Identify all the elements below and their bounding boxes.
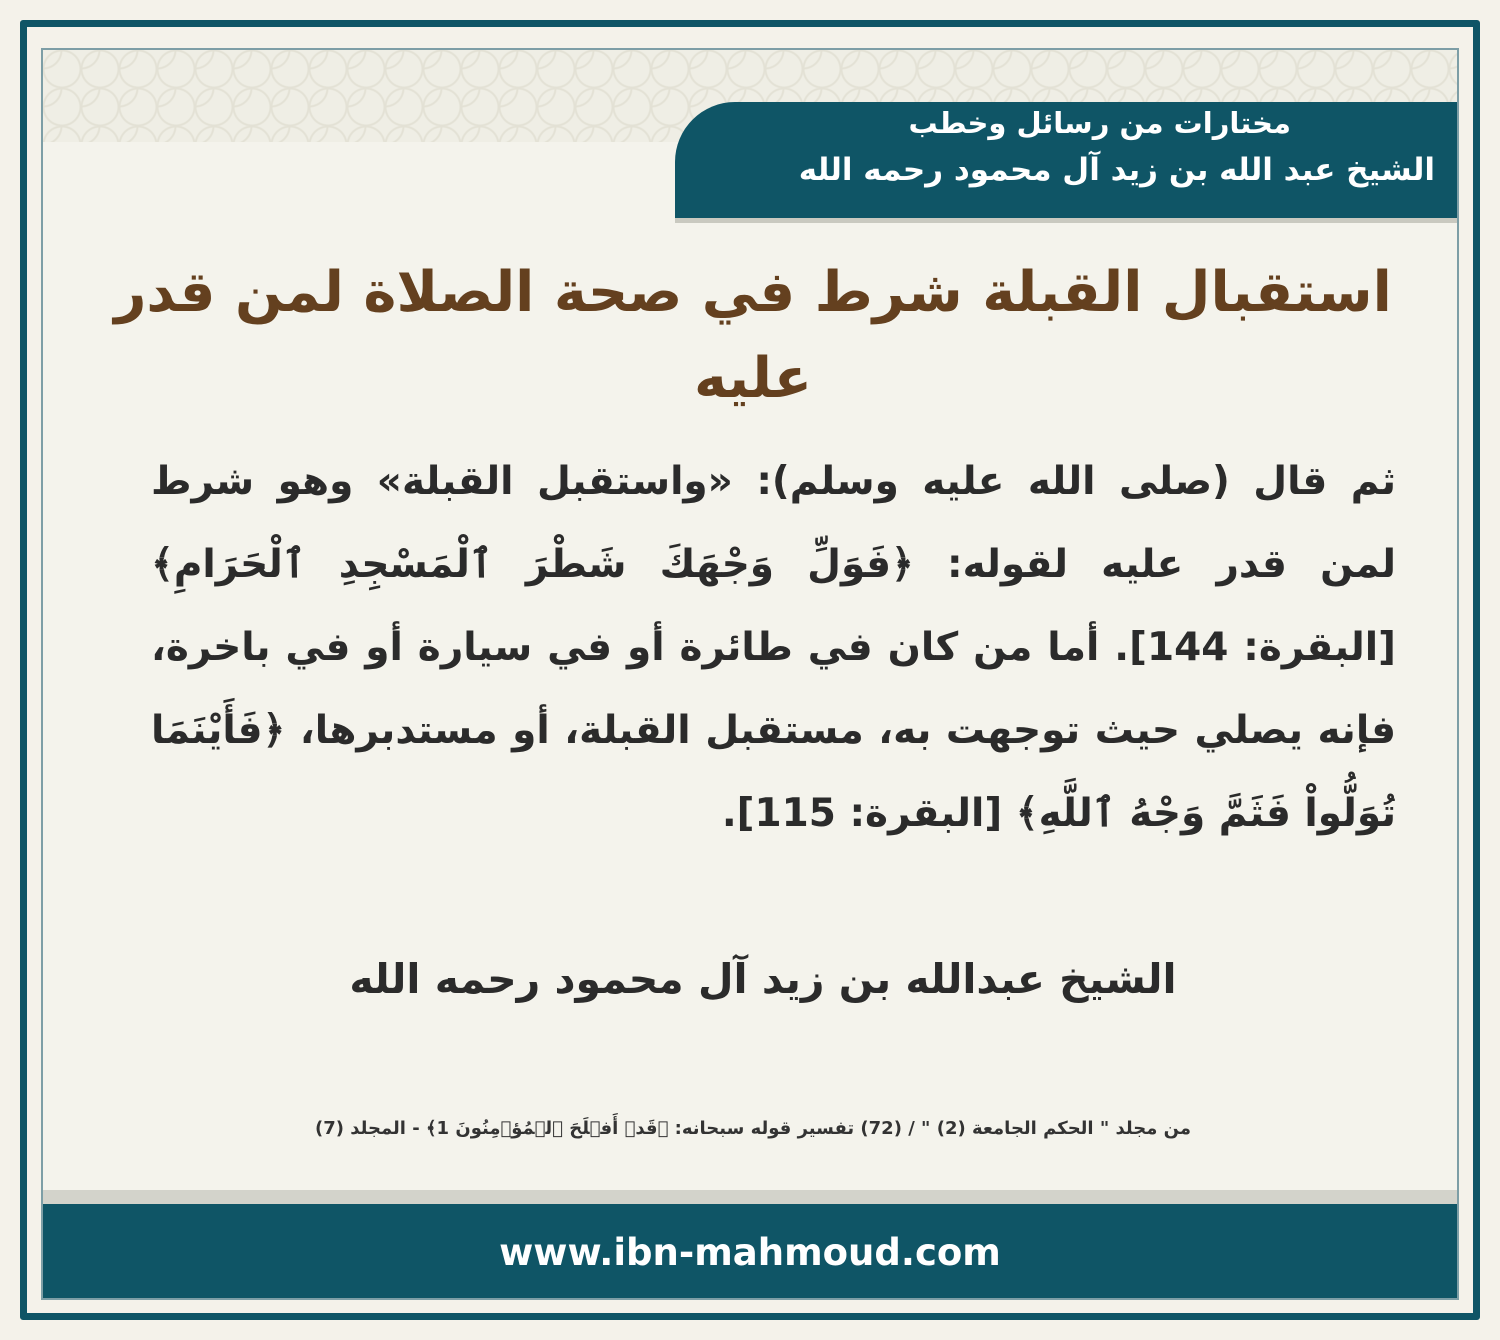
header-author: الشيخ عبد الله بن زيد آل محمود رحمه الله: [798, 152, 1435, 188]
page-title: استقبال القبلة شرط في صحة الصلاة لمن قدر عليه: [114, 260, 1392, 411]
header-band: [675, 102, 1457, 218]
footer-divider: [43, 1190, 1457, 1204]
website-link[interactable]: www.ibn-mahmoud.com: [499, 1231, 1001, 1274]
body-text: ثم قال (صلى الله عليه وسلم): «واستقبل القبلة» وهو شرط لمن قدر عليه لقوله: ﴿فَوَلِّ وَجْهَكَ شَطْرَ ٱلْمَسْجِدِ ٱلْحَرَامِ﴾ [البقرة: 144]. أما من كان في طائرة أو في سيارة أو في باخرة، فإنه يصلي حيث توجهت به، مستقبل القبلة، أو مستدبرها، ﴿فَأَيْنَمَا تُوَلُّواْ فَثَمَّ وَجْهُ ٱللَّهِ﴾ [البقرة: 115].: [151, 459, 1396, 836]
signature: الشيخ عبدالله بن زيد آل محمود رحمه الله: [349, 955, 1177, 1003]
outer-frame: [20, 20, 1480, 1320]
source-citation: من مجلد " الحكم الجامعة (2) " / (72) تفسير قوله سبحانه: ﴿قَدۡ أَفۡلَحَ ٱلۡمُؤۡمِنُونَ 1﴾ - المجلد (7): [315, 1118, 1191, 1139]
header-series-title: مختارات من رسائل وخطب: [908, 106, 1291, 140]
footer-band: [43, 1204, 1457, 1300]
inner-frame: [41, 48, 1459, 1300]
